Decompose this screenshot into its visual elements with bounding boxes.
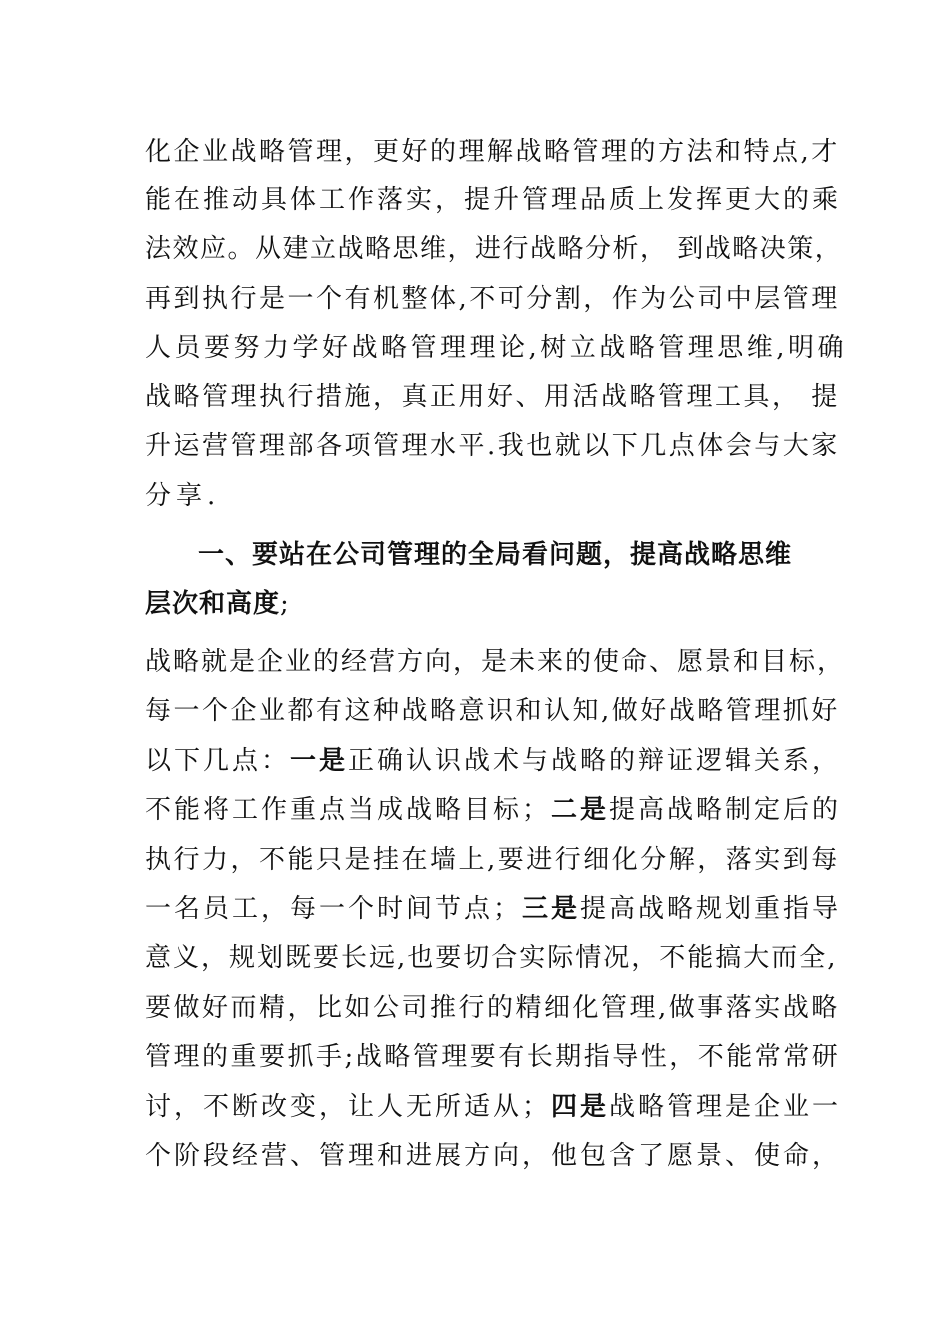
intro-line-6: 战略管理执行措施，真正用好、用活战略管理工具， 提 — [145, 382, 840, 412]
intro-line-2: 能在推动具体工作落实，提升管理品质上发挥更大的乘 — [145, 185, 842, 215]
body-line-2: 每一个企业都有这种战略意识和认知,做好战略管理抓好 — [145, 696, 840, 726]
section-heading-bold: 层次和高度 — [145, 589, 281, 619]
intro-line-3: 法效应。从建立战略思维，进行战略分析， 到战略决策， — [145, 234, 843, 264]
point-one-label: 一是 — [290, 746, 349, 776]
body-line-6-post: 提高战略规划重指导 — [580, 894, 842, 924]
body-line-10-pre: 讨，不断改变，让人无所适从； — [145, 1092, 552, 1122]
body-line-3 — [145, 745, 841, 777]
body-line-1: 战略就是企业的经营方向，是未来的使命、愿景和目标， — [145, 647, 846, 677]
intro-line-8: 分享. — [145, 481, 221, 511]
section-heading-line-2 — [145, 588, 294, 620]
intro-line-5: 人员要努力学好战略管理理论,树立战略管理思维,明确 — [145, 333, 848, 363]
body-line-6-pre: 一名员工，每一个时间节点； — [145, 894, 523, 924]
body-line-4-post: 提高战略制定后的 — [609, 795, 842, 825]
point-four-label: 四是 — [551, 1092, 610, 1122]
intro-line-4: 再到执行是一个有机整体,不可分割，作为公司中层管理 — [145, 284, 840, 314]
body-line-10-post: 战略管理是企业一 — [609, 1092, 842, 1122]
body-line-8: 要做好而精，比如公司推行的精细化管理,做事落实战略 — [145, 993, 840, 1023]
body-line-7: 意义，规划既要长远,也要切合实际情况，不能搞大而全, — [145, 943, 838, 973]
body-line-3-pre: 以下几点： — [145, 746, 291, 776]
body-line-9: 管理的重要抓手;战略管理要有长期指导性，不能常常研 — [145, 1042, 841, 1072]
body-line-4-pre: 不能将工作重点当成战略目标； — [145, 795, 552, 825]
section-heading-line-1: 一、要站在公司管理的全局看问题，提高战略思维 — [198, 540, 793, 570]
body-line-3-post: 正确认识战术与战略的辩证逻辑关系， — [348, 746, 842, 776]
body-line-5: 执行力，不能只是挂在墙上,要进行细化分解，落实到每 — [145, 845, 840, 875]
intro-line-7: 升运营管理部各项管理水平.我也就以下几点体会与大家 — [145, 431, 840, 461]
section-heading-tail: ; — [280, 589, 294, 619]
point-two-label: 二是 — [551, 795, 610, 825]
point-three-label: 三是 — [522, 894, 581, 924]
body-line-4 — [145, 794, 841, 826]
body-line-6 — [145, 893, 841, 925]
body-line-10 — [145, 1091, 841, 1123]
body-line-11: 个阶段经营、管理和进展方向，他包含了愿景、使命， — [145, 1141, 842, 1171]
intro-line-1: 化企业战略管理，更好的理解战略管理的方法和特点,才 — [145, 137, 840, 167]
